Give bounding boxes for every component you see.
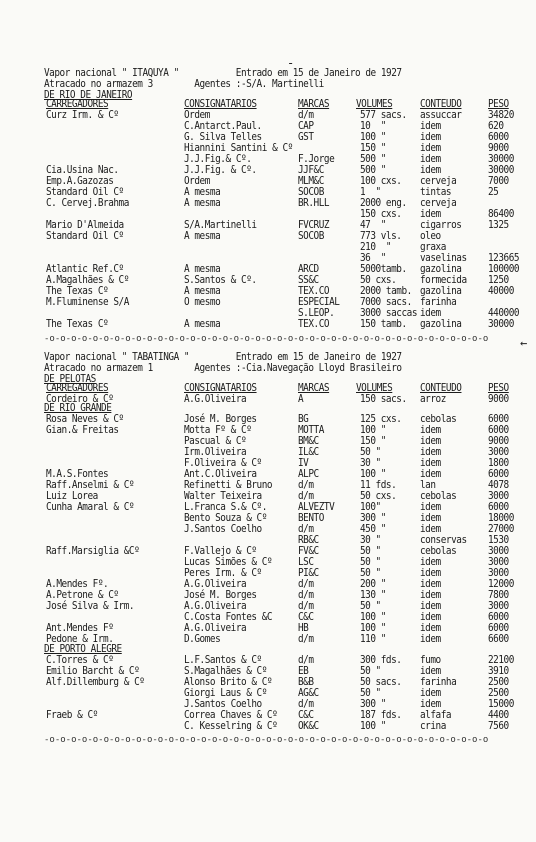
cargo-row-weight: 9000 — [488, 143, 509, 154]
cargo-row-marks: TEX.CO — [298, 319, 330, 330]
origin-heading: DE PORTO ALEGRE — [44, 644, 122, 655]
cargo-row-weight: 2500 — [488, 677, 509, 688]
cargo-row-contents: cebolas — [420, 546, 457, 557]
cargo-row-consignee: S.Santos & Cº. — [184, 275, 257, 286]
cargo-row-volumes: 100 " — [360, 469, 386, 480]
origin-heading: DE RIO GRANDE — [44, 403, 112, 414]
cargo-row-marks: d/m — [298, 110, 314, 121]
cargo-row-marks: ESPECIAL — [298, 297, 340, 308]
cargo-row-volumes: 5000tamb. — [360, 264, 407, 275]
cargo-row-volumes: 100" — [360, 502, 381, 513]
cargo-row-marks: RB&C — [298, 535, 319, 546]
cargo-row-consignee: Walter Teixeira — [184, 491, 262, 502]
cargo-row-volumes: 773 vls. — [360, 231, 402, 242]
col-header-shippers: CARREGADORES — [46, 99, 109, 110]
cargo-row-weight: 34820 — [488, 110, 514, 121]
cargo-row-shipper: A.Magalhães & Cº — [46, 275, 129, 286]
cargo-row-weight: 9000 — [488, 394, 509, 405]
cargo-row-shipper: Cia.Usina Nac. — [46, 165, 119, 176]
cargo-row-consignee: F.Vallejo & Cº — [184, 546, 257, 557]
cargo-row-marks: d/m — [298, 491, 314, 502]
cargo-row-weight: 6000 — [488, 623, 509, 634]
cargo-row-shipper: Alf.Dillemburg & Cº — [46, 677, 145, 688]
origin-heading: DE RIO DE JANEIRO — [44, 90, 133, 101]
separator-line: -o-o-o-o-o-o-o-o-o-o-o-o-o-o-o-o-o-o-o-o-o-o-o-o-o-o-o-o-o-o-o-o-o-o-o-o-o-o-o-o-o — [44, 735, 489, 745]
cargo-row-weight: 440000 — [488, 308, 520, 319]
cargo-row-weight: 3000 — [488, 601, 509, 612]
cargo-row-shipper: The Texas Cº — [46, 286, 109, 297]
cargo-row-volumes: 2000 tamb. — [360, 286, 412, 297]
margin-arrow: ← — [520, 336, 528, 350]
cargo-row-volumes: 130 " — [360, 590, 386, 601]
cargo-row-weight: 2500 — [488, 688, 509, 699]
cargo-row-contents: idem — [420, 425, 441, 436]
cargo-row-volumes: 50 " — [360, 546, 381, 557]
cargo-row-consignee: A mesma — [184, 286, 221, 297]
cargo-row-consignee: Lucas Simões & Cº — [184, 557, 273, 568]
cargo-row-consignee: G. Silva Telles — [184, 132, 262, 143]
cargo-row-marks: BG — [298, 414, 309, 425]
cargo-row-volumes: 110 " — [360, 634, 386, 645]
cargo-row-consignee: L.Franca S.& Cº. — [184, 502, 267, 513]
col-header-shippers: CARREGADORES — [46, 383, 109, 394]
cargo-row-consignee: J.J.Fig. & Cº. — [184, 165, 257, 176]
cargo-row-marks: d/m — [298, 480, 314, 491]
cargo-row-shipper: Rosa Neves & Cº — [46, 414, 124, 425]
cargo-row-marks: BM&C — [298, 436, 319, 447]
cargo-row-shipper: Mario D'Almeida — [46, 220, 124, 231]
cargo-row-marks: SOCOB — [298, 231, 324, 242]
cargo-row-weight: 22100 — [488, 655, 514, 666]
cargo-row-contents: tintas — [420, 187, 452, 198]
cargo-row-volumes: 1 " — [360, 187, 381, 198]
cargo-row-weight: 6000 — [488, 132, 509, 143]
cargo-row-contents: graxa — [420, 242, 446, 253]
cargo-row-weight: 1250 — [488, 275, 509, 286]
cargo-row-consignee: C.Costa Fontes &C — [184, 612, 273, 623]
cargo-row-volumes: 150 sacs. — [360, 394, 407, 405]
cargo-row-shipper: Atlantic Ref.Cº — [46, 264, 124, 275]
cargo-row-consignee: Ant.C.Oliveira — [184, 469, 257, 480]
cargo-row-shipper: The Texas Cº — [46, 319, 109, 330]
cargo-row-shipper: A.Petrone & Cº — [46, 590, 119, 601]
cargo-row-contents: idem — [420, 666, 441, 677]
cargo-row-weight: 1530 — [488, 535, 509, 546]
cargo-row-shipper: M.A.S.Fontes — [46, 469, 109, 480]
cargo-row-contents: idem — [420, 209, 441, 220]
cargo-row-marks: MOTTA — [298, 425, 324, 436]
cargo-row-volumes: 50 " — [360, 601, 381, 612]
col-header-contents: CONTEUDO — [420, 383, 462, 394]
cargo-row-contents: lan — [420, 480, 436, 491]
cargo-row-shipper: Standard Oil Cº — [46, 231, 124, 242]
cargo-row-consignee: A mesma — [184, 187, 221, 198]
cargo-row-contents: formecida — [420, 275, 467, 286]
cargo-row-marks: BR.HLL — [298, 198, 330, 209]
cargo-row-contents: idem — [420, 612, 441, 623]
cargo-row-consignee: Motta Fº & Cº — [184, 425, 252, 436]
cargo-row-contents: idem — [420, 513, 441, 524]
cargo-row-contents: idem — [420, 447, 441, 458]
cargo-row-volumes: 30 " — [360, 458, 381, 469]
cargo-row-weight: 123665 — [488, 253, 520, 264]
cargo-row-marks: d/m — [298, 634, 314, 645]
cargo-row-consignee: S.Magalhães & Cº — [184, 666, 267, 677]
cargo-row-consignee: Irm.Oliveira — [184, 447, 247, 458]
cargo-row-marks: AG&C — [298, 688, 319, 699]
cargo-row-contents: vaselinas — [420, 253, 467, 264]
cargo-row-consignee: C. Kesselring & Cº — [184, 721, 278, 732]
cargo-row-marks: ALPC — [298, 469, 319, 480]
cargo-row-consignee: D.Gomes — [184, 634, 221, 645]
cargo-row-volumes: 150 " — [360, 143, 386, 154]
cargo-row-volumes: 2000 eng. — [360, 198, 407, 209]
cargo-row-shipper: M.Fluminense S/A — [46, 297, 129, 308]
cargo-row-weight: 100000 — [488, 264, 520, 275]
cargo-row-volumes: 150 tamb. — [360, 319, 407, 330]
cargo-row-consignee: Correa Chaves & Cº — [184, 710, 278, 721]
cargo-row-volumes: 100 cxs. — [360, 176, 402, 187]
cargo-row-consignee: C.Antarct.Paul. — [184, 121, 262, 132]
cargo-row-marks: LSC — [298, 557, 314, 568]
cargo-row-volumes: 3000 saccas — [360, 308, 418, 319]
cargo-row-contents: idem — [420, 623, 441, 634]
cargo-row-contents: idem — [420, 524, 441, 535]
cargo-row-volumes: 150 " — [360, 436, 386, 447]
separator-line: -o-o-o-o-o-o-o-o-o-o-o-o-o-o-o-o-o-o-o-o-o-o-o-o-o-o-o-o-o-o-o-o-o-o-o-o-o-o-o-o-o — [44, 334, 489, 344]
scan-mark: - — [287, 56, 295, 70]
cargo-row-volumes: 50 cxs. — [360, 275, 397, 286]
cargo-row-volumes: 7000 sacs. — [360, 297, 412, 308]
col-header-consignees: CONSIGNATARIOS — [184, 383, 257, 394]
cargo-row-consignee: A mesma — [184, 319, 221, 330]
cargo-row-marks: ARCD — [298, 264, 319, 275]
cargo-row-shipper: C. Cervej.Brahma — [46, 198, 129, 209]
cargo-row-marks: TEX.CO — [298, 286, 330, 297]
cargo-row-contents: assuccar — [420, 110, 462, 121]
cargo-row-consignee: Peres Irm. & Cº — [184, 568, 262, 579]
cargo-row-volumes: 200 " — [360, 579, 386, 590]
cargo-row-consignee: A.G.Oliveira — [184, 394, 247, 405]
cargo-row-weight: 86400 — [488, 209, 514, 220]
cargo-row-volumes: 150 cxs. — [360, 209, 402, 220]
cargo-row-weight: 6000 — [488, 469, 509, 480]
cargo-row-volumes: 50 cxs. — [360, 491, 397, 502]
cargo-row-weight: 15000 — [488, 699, 514, 710]
cargo-row-volumes: 100 " — [360, 132, 386, 143]
cargo-row-contents: idem — [420, 308, 441, 319]
cargo-row-volumes: 11 fds. — [360, 480, 397, 491]
cargo-row-weight: 30000 — [488, 319, 514, 330]
cargo-row-marks: d/m — [298, 655, 314, 666]
berth-line: Atracado no armazem 1 Agentes :-Cia.Navegação Lloyd Brasileiro — [44, 363, 402, 374]
cargo-row-volumes: 50 sacs. — [360, 677, 402, 688]
cargo-row-weight: 18000 — [488, 513, 514, 524]
cargo-row-shipper: Raff.Anselmi & Cº — [46, 480, 135, 491]
cargo-row-volumes: 50 " — [360, 557, 381, 568]
cargo-row-contents: oleo — [420, 231, 441, 242]
cargo-row-consignee: Ordem — [184, 176, 210, 187]
cargo-row-consignee: Giorgi Laus & Cº — [184, 688, 267, 699]
col-header-marks: MARCAS — [298, 383, 330, 394]
cargo-row-weight: 6000 — [488, 612, 509, 623]
cargo-row-consignee: J.J.Fig.& Cº. — [184, 154, 252, 165]
cargo-row-contents: idem — [420, 579, 441, 590]
cargo-row-weight: 6600 — [488, 634, 509, 645]
cargo-row-contents: idem — [420, 458, 441, 469]
cargo-row-volumes: 36 " — [360, 253, 386, 264]
cargo-row-volumes: 100 " — [360, 721, 386, 732]
cargo-row-marks: HB — [298, 623, 309, 634]
cargo-row-contents: gazolina — [420, 286, 462, 297]
cargo-row-consignee: José M. Borges — [184, 414, 257, 425]
col-header-contents: CONTEUDO — [420, 99, 462, 110]
cargo-row-contents: idem — [420, 132, 441, 143]
cargo-row-weight: 27000 — [488, 524, 514, 535]
cargo-row-consignee: J.Santos Coelho — [184, 524, 262, 535]
berth-line: Atracado no armazem 3 Agentes :-S/A. Martinelli — [44, 79, 324, 90]
cargo-row-marks: d/m — [298, 699, 314, 710]
cargo-row-shipper: Emp.A.Gazozas — [46, 176, 114, 187]
cargo-row-contents: idem — [420, 502, 441, 513]
cargo-row-contents: cerveja — [420, 198, 457, 209]
cargo-row-volumes: 300 " — [360, 699, 386, 710]
cargo-row-shipper: Standard Oil Cº — [46, 187, 124, 198]
cargo-row-volumes: 50 " — [360, 688, 381, 699]
cargo-row-consignee: Pascual & Cº — [184, 436, 247, 447]
cargo-row-contents: idem — [420, 469, 441, 480]
cargo-row-volumes: 50 " — [360, 447, 381, 458]
cargo-row-contents: cigarros — [420, 220, 462, 231]
cargo-row-marks: IL&C — [298, 447, 319, 458]
cargo-row-consignee: Hiannini Santini & Cº — [184, 143, 293, 154]
cargo-row-volumes: 100 " — [360, 425, 386, 436]
cargo-row-weight: 3000 — [488, 568, 509, 579]
cargo-row-contents: gazolina — [420, 319, 462, 330]
cargo-row-contents: alfafa — [420, 710, 452, 721]
cargo-row-volumes: 450 " — [360, 524, 386, 535]
cargo-row-consignee: A mesma — [184, 198, 221, 209]
cargo-row-weight: 40000 — [488, 286, 514, 297]
cargo-row-contents: crina — [420, 721, 446, 732]
cargo-row-volumes: 500 " — [360, 154, 386, 165]
cargo-row-consignee: L.F.Santos & Cº — [184, 655, 262, 666]
cargo-row-volumes: 50 " — [360, 666, 381, 677]
cargo-row-weight: 30000 — [488, 165, 514, 176]
cargo-row-marks: MLM&C — [298, 176, 324, 187]
cargo-row-marks: d/m — [298, 601, 314, 612]
cargo-row-weight: 12000 — [488, 579, 514, 590]
cargo-row-volumes: 187 fds. — [360, 710, 402, 721]
cargo-row-weight: 6000 — [488, 425, 509, 436]
cargo-row-consignee: Bento Souza & Cº — [184, 513, 267, 524]
cargo-row-shipper: C.Torres & Cº — [46, 655, 114, 666]
cargo-row-volumes: 47 " — [360, 220, 386, 231]
cargo-row-contents: conservas — [420, 535, 467, 546]
cargo-row-contents: idem — [420, 634, 441, 645]
cargo-row-contents: idem — [420, 143, 441, 154]
cargo-row-volumes: 10 " — [360, 121, 386, 132]
col-header-weight: PESO — [488, 99, 509, 110]
cargo-row-marks: EB — [298, 666, 309, 677]
cargo-row-marks: OK&C — [298, 721, 319, 732]
cargo-row-weight: 1800 — [488, 458, 509, 469]
cargo-row-volumes: 125 cxs. — [360, 414, 402, 425]
cargo-row-shipper: Fraeb & Cº — [46, 710, 98, 721]
cargo-row-volumes: 300 fds. — [360, 655, 402, 666]
col-header-marks: MARCAS — [298, 99, 330, 110]
cargo-row-contents: farinha — [420, 297, 457, 308]
cargo-row-consignee: O mesmo — [184, 297, 221, 308]
col-header-weight: PESO — [488, 383, 509, 394]
cargo-row-marks: C&C — [298, 710, 314, 721]
cargo-row-contents: idem — [420, 165, 441, 176]
cargo-row-weight: 7560 — [488, 721, 509, 732]
cargo-row-marks: FV&C — [298, 546, 319, 557]
cargo-row-shipper: Gian.& Freitas — [46, 425, 119, 436]
cargo-row-shipper: Luiz Lorea — [46, 491, 98, 502]
cargo-row-shipper: Curz Irm. & Cº — [46, 110, 119, 121]
cargo-row-contents: fumo — [420, 655, 441, 666]
cargo-row-marks: JJF&C — [298, 165, 324, 176]
cargo-row-shipper: Cordeiro & Cº — [46, 394, 114, 405]
cargo-row-marks: PI&C — [298, 568, 319, 579]
ship-heading: Vapor nacional " TABATINGA " Entrado em 15 de Janeiro de 1927 — [44, 352, 402, 363]
cargo-row-marks: BENTO — [298, 513, 324, 524]
cargo-row-marks: SOCOB — [298, 187, 324, 198]
col-header-volumes: VOLUMES — [356, 383, 393, 394]
cargo-row-marks: C&C — [298, 612, 314, 623]
col-header-volumes: VOLUMES — [356, 99, 393, 110]
cargo-row-consignee: A.G.Oliveira — [184, 601, 247, 612]
cargo-row-volumes: 210 " — [360, 242, 392, 253]
cargo-row-weight: 3000 — [488, 447, 509, 458]
cargo-row-weight: 4400 — [488, 710, 509, 721]
cargo-row-shipper: Ant.Mendes Fº — [46, 623, 114, 634]
cargo-row-marks: F.Jorge — [298, 154, 335, 165]
cargo-row-weight: 620 — [488, 121, 504, 132]
cargo-row-contents: idem — [420, 154, 441, 165]
cargo-row-shipper: Raff.Marsiglia &Cº — [46, 546, 140, 557]
cargo-row-weight: 4078 — [488, 480, 509, 491]
cargo-row-contents: farinha — [420, 677, 457, 688]
cargo-row-weight: 6000 — [488, 414, 509, 425]
cargo-row-marks: SS&C — [298, 275, 319, 286]
cargo-row-contents: idem — [420, 557, 441, 568]
cargo-row-volumes: 30 " — [360, 535, 381, 546]
ship-heading: Vapor nacional " ITAQUYA " Entrado em 15 de Janeiro de 1927 — [44, 68, 402, 79]
cargo-row-shipper: Pedone & Irm. — [46, 634, 114, 645]
cargo-row-contents: idem — [420, 436, 441, 447]
cargo-row-marks: d/m — [298, 590, 314, 601]
cargo-row-contents: cebolas — [420, 414, 457, 425]
cargo-row-weight: 3000 — [488, 491, 509, 502]
cargo-row-weight: 9000 — [488, 436, 509, 447]
cargo-row-contents: idem — [420, 601, 441, 612]
cargo-row-marks: d/m — [298, 524, 314, 535]
cargo-row-weight: 25 — [488, 187, 499, 198]
cargo-row-consignee: Ordem — [184, 110, 210, 121]
cargo-row-shipper: José Silva & Irm. — [46, 601, 135, 612]
cargo-row-marks: IV — [298, 458, 309, 469]
cargo-row-weight: 7800 — [488, 590, 509, 601]
cargo-row-contents: cerveja — [420, 176, 457, 187]
cargo-row-contents: idem — [420, 699, 441, 710]
cargo-row-shipper: A.Mendes Fº. — [46, 579, 109, 590]
cargo-row-volumes: 300 " — [360, 513, 386, 524]
cargo-row-consignee: A mesma — [184, 231, 221, 242]
cargo-row-marks: d/m — [298, 579, 314, 590]
cargo-row-consignee: S/A.Martinelli — [184, 220, 257, 231]
cargo-row-volumes: 500 " — [360, 165, 386, 176]
origin-heading: DE PELOTAS — [44, 374, 96, 385]
cargo-row-consignee: F.Oliveira & Cº — [184, 458, 262, 469]
cargo-row-marks: FVCRUZ — [298, 220, 330, 231]
cargo-row-weight: 3000 — [488, 557, 509, 568]
cargo-row-consignee: J.Santos Coelho — [184, 699, 262, 710]
cargo-row-volumes: 50 " — [360, 568, 381, 579]
cargo-row-volumes: 100 " — [360, 623, 386, 634]
cargo-row-weight: 1325 — [488, 220, 509, 231]
cargo-row-marks: ALVEZTV — [298, 502, 335, 513]
cargo-row-contents: idem — [420, 121, 441, 132]
cargo-row-marks: GST — [298, 132, 314, 143]
cargo-row-weight: 3000 — [488, 546, 509, 557]
cargo-row-weight: 3910 — [488, 666, 509, 677]
cargo-row-shipper: Cunha Amaral & Cº — [46, 502, 135, 513]
cargo-row-weight: 7000 — [488, 176, 509, 187]
cargo-row-contents: idem — [420, 568, 441, 579]
cargo-row-marks: A — [298, 394, 304, 405]
cargo-row-contents: idem — [420, 590, 441, 601]
cargo-row-consignee: Alonso Brito & Cº — [184, 677, 273, 688]
cargo-row-weight: 30000 — [488, 154, 514, 165]
cargo-row-consignee: A.G.Oliveira — [184, 579, 247, 590]
cargo-row-contents: arroz — [420, 394, 446, 405]
cargo-row-weight: 6000 — [488, 502, 509, 513]
col-header-consignees: CONSIGNATARIOS — [184, 99, 257, 110]
cargo-row-contents: idem — [420, 688, 441, 699]
cargo-row-volumes: 577 sacs. — [360, 110, 407, 121]
cargo-row-contents: gazolina — [420, 264, 462, 275]
cargo-row-consignee: Refinetti & Bruno — [184, 480, 273, 491]
cargo-row-consignee: José M. Borges — [184, 590, 257, 601]
cargo-row-contents: cebolas — [420, 491, 457, 502]
cargo-row-consignee: A mesma — [184, 264, 221, 275]
cargo-row-marks: S.LEOP. — [298, 308, 335, 319]
cargo-row-shipper: Emilio Barcht & Cº — [46, 666, 140, 677]
cargo-row-marks: B&B — [298, 677, 314, 688]
cargo-row-marks: CAP — [298, 121, 314, 132]
cargo-row-consignee: A.G.Oliveira — [184, 623, 247, 634]
cargo-row-volumes: 100 " — [360, 612, 386, 623]
